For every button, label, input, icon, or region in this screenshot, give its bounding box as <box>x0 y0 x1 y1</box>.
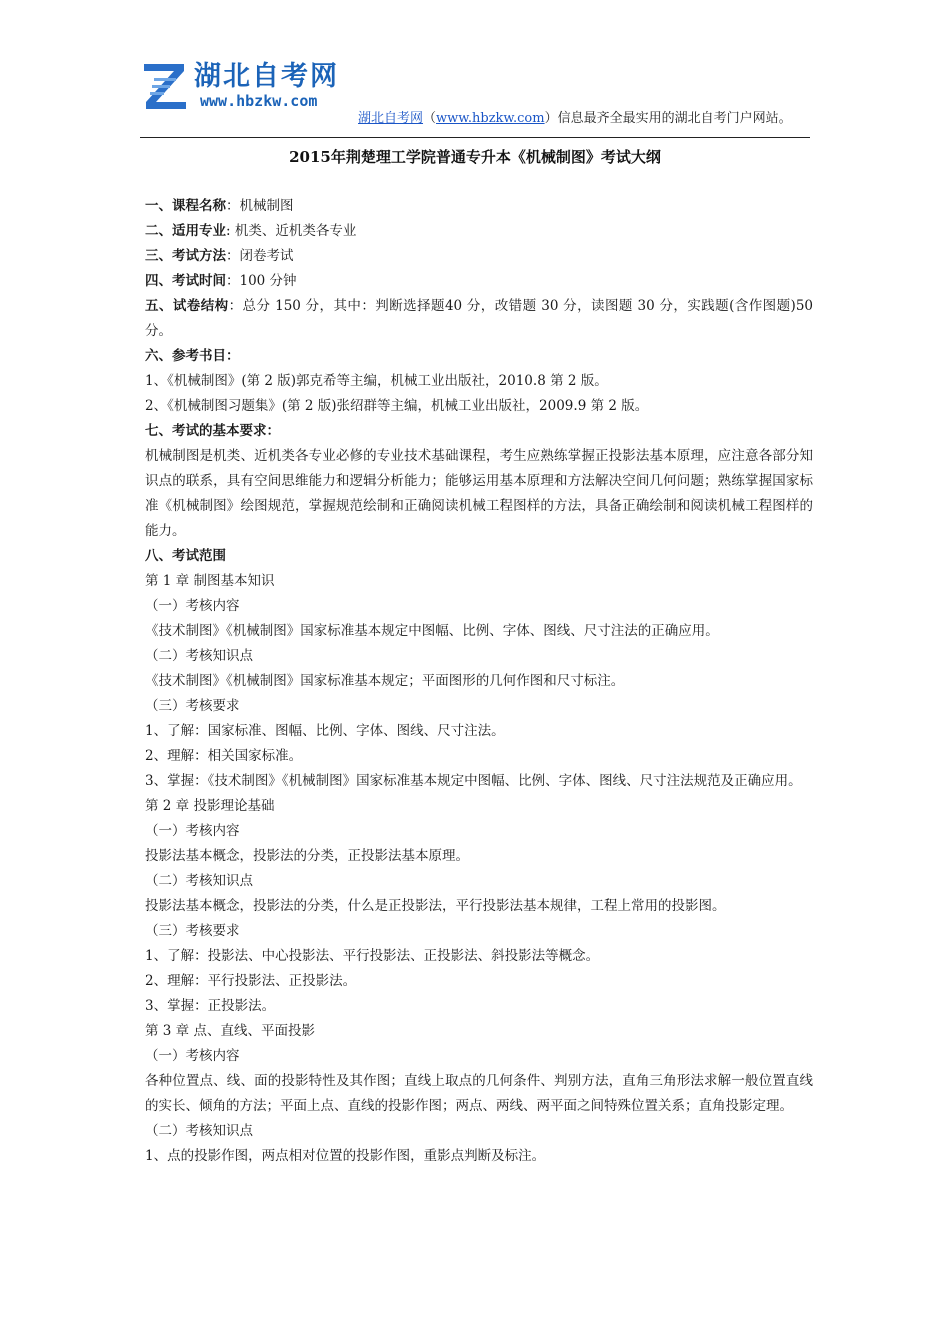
paragraph: 投影法基本概念，投影法的分类，正投影法基本原理。 <box>145 848 469 864</box>
tagline-paren: （ <box>423 111 437 126</box>
section-value: ：总分 150 分，其中：判断选择题40 分，改错题 30 分，读图题 30 分，实践题(含作图题)50 分。 <box>145 298 813 339</box>
tagline-text: ）信息最齐全最实用的湖北自考门户网站。 <box>544 111 792 126</box>
subsection-label: （二）考核知识点 <box>145 648 253 664</box>
exam-method-line <box>145 244 813 269</box>
requirements-paragraph: 机械制图是机类、近机类各专业必修的专业技术基础课程，考生应熟练掌握正投影法基本原理，应注意各部分知识点的联系，具有空间思维能力和逻辑分析能力；能够运用基本原理和方法解决空间几何问题；熟练掌握国家标准《机械制图》绘图规范，掌握规范绘制和正确阅读机械工程图样的方法，具备正确绘制和阅读机械工程图样的能力。 <box>145 448 813 539</box>
requirements-heading <box>145 419 813 444</box>
header-divider <box>140 137 810 138</box>
page-header <box>140 50 810 136</box>
course-name-line <box>145 194 813 219</box>
site-link[interactable]: 湖北自考网 <box>358 111 424 126</box>
requirement-item: 2、理解：平行投影法、正投影法。 <box>145 973 357 989</box>
section-value: ：机械制图 <box>226 198 294 214</box>
section-value: ：100 分钟 <box>226 273 297 289</box>
requirement-item: 3、掌握：《技术制图》《机械制图》国家标准基本规定中图幅、比例、字体、图线、尺寸注法规范及正确应用。 <box>145 773 802 789</box>
reference-item: 1、《机械制图》(第 2 版)郭克希等主编，机械工业出版社，2010.8 第 2 版。 <box>145 373 608 389</box>
requirement-item: 2、理解：相关国家标准。 <box>145 748 303 764</box>
paragraph: 1、点的投影作图，两点相对位置的投影作图，重影点判断及标注。 <box>145 1148 546 1164</box>
section-label: 六、参考书目： <box>145 348 240 364</box>
z-logo-icon <box>140 58 190 114</box>
site-url-link[interactable]: www.hbzkw.com <box>436 111 545 126</box>
subsection-label: （三）考核要求 <box>145 698 240 714</box>
section-label: 五、试卷结构 <box>145 298 229 314</box>
header-tagline <box>358 107 792 126</box>
section-label: 三、考试方法 <box>145 248 226 264</box>
major-line <box>145 219 813 244</box>
section-label: 四、考试时间 <box>145 273 226 289</box>
section-value: ：闭卷考试 <box>226 248 294 264</box>
section-label: 七、考试的基本要求： <box>145 423 280 439</box>
subsection-label: （一）考核内容 <box>145 598 240 614</box>
exam-time-line <box>145 269 813 294</box>
paragraph: 投影法基本概念，投影法的分类，什么是正投影法，平行投影法基本规律，工程上常用的投影图。 <box>145 898 726 914</box>
section-label: 八、考试范围 <box>145 548 226 564</box>
subsection-label: （二）考核知识点 <box>145 873 253 889</box>
site-logo[interactable] <box>140 50 355 120</box>
subsection-label: （三）考核要求 <box>145 923 240 939</box>
paragraph: 《技术制图》《机械制图》国家标准基本规定中图幅、比例、字体、图线、尺寸注法的正确应用。 <box>145 623 719 639</box>
paper-structure-paragraph <box>145 294 813 344</box>
section-label: 一、课程名称 <box>145 198 226 214</box>
subsection-label: （一）考核内容 <box>145 823 240 839</box>
chapter-title: 第 2 章 投影理论基础 <box>145 798 275 814</box>
logo-url: www.hbzkw.com <box>200 92 318 110</box>
section-value: : 机类、近机类各专业 <box>226 223 357 239</box>
requirement-item: 1、了解：国家标准、图幅、比例、字体、图线、尺寸注法。 <box>145 723 505 739</box>
chapter-title: 第 3 章 点、直线、平面投影 <box>145 1023 315 1039</box>
chapter-title: 第 1 章 制图基本知识 <box>145 573 275 589</box>
requirement-item: 1、了解：投影法、中心投影法、平行投影法、正投影法、斜投影法等概念。 <box>145 948 600 964</box>
subsection-label: （二）考核知识点 <box>145 1123 253 1139</box>
document-body <box>145 194 813 1169</box>
document-title: 2015年荆楚理工学院普通专升本《机械制图》考试大纲 <box>289 148 661 166</box>
logo-title: 湖北自考网 <box>194 61 339 92</box>
requirement-item: 3、掌握：正投影法。 <box>145 998 276 1014</box>
scope-heading <box>145 544 813 569</box>
paragraph: 各种位置点、线、面的投影特性及其作图；直线上取点的几何条件、判别方法，直角三角形法求解一般位置直线的实长、倾角的方法；平面上点、直线的投影作图；两点、两线、两平面之间特殊位置关系；直角投影定理。 <box>145 1073 813 1114</box>
reference-item: 2、《机械制图习题集》(第 2 版)张绍群等主编，机械工业出版社，2009.9 第 2 版。 <box>145 398 649 414</box>
subsection-label: （一）考核内容 <box>145 1048 240 1064</box>
references-heading <box>145 344 813 369</box>
section-label: 二、适用专业 <box>145 223 226 239</box>
paragraph: 《技术制图》《机械制图》国家标准基本规定；平面图形的几何作图和尺寸标注。 <box>145 673 625 689</box>
